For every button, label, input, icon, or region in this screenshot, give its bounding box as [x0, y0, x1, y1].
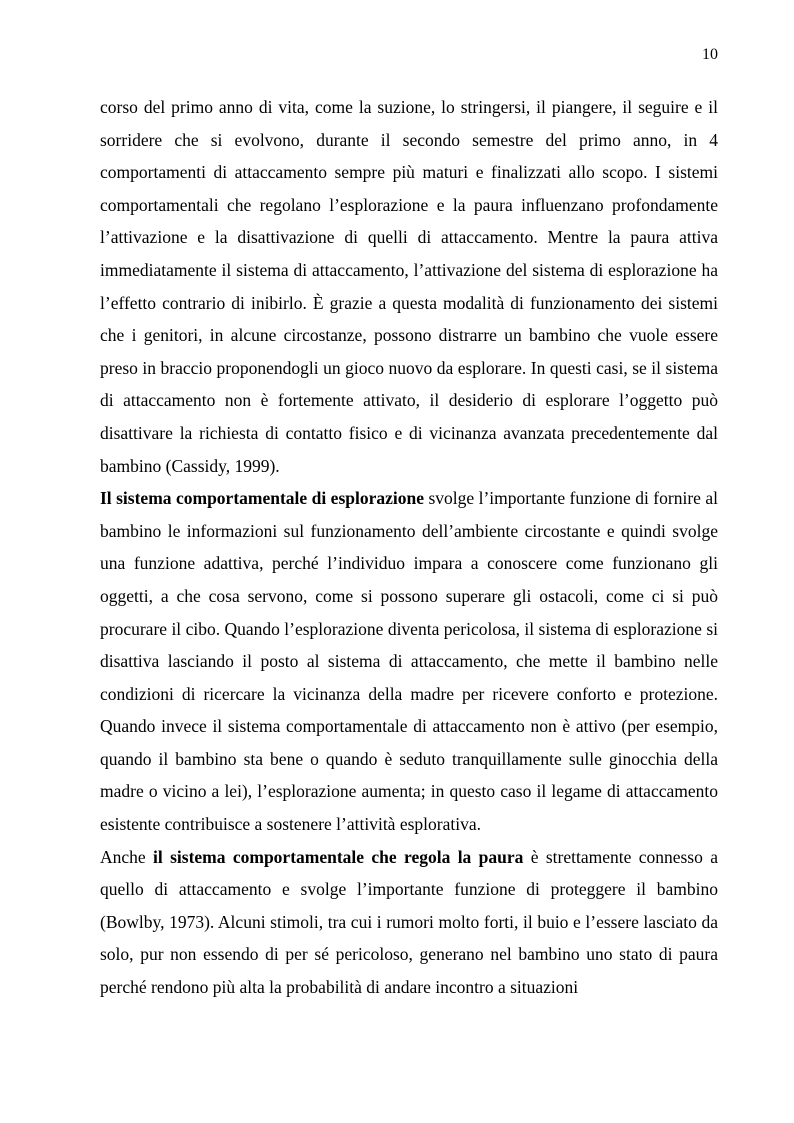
- paragraph-1-text: corso del primo anno di vita, come la suzione, lo stringersi, il piangere, il seguire e il sorridere che si evolvono, durante il secondo semestre del primo anno, in 4 comportamenti di attaccamento sempre più maturi e finalizzati allo scopo. I sistemi comportamentali che regolano l’esplorazione e la paura influenzano profondamente l’attivazione e la disattivazione di quelli di attaccamento. Mentre la paura attiva immediatamente il sistema di attaccamento, l’attivazione del sistema di esplorazione ha l’effetto contrario di inibirlo. È grazie a questa modalità di funzionamento dei sistemi che i genitori, in alcune circostanze, possono distrarre un bambino che vuole essere preso in braccio proponendogli un gioco nuovo da esplorare. In questi casi, se il sistema di attaccamento non è fortemente attivato, il desiderio di esplorare l’oggetto può disattivare la richiesta di contatto fisico e di vicinanza avanzata precedentemente dal bambino (Cassidy, 1999).: [100, 97, 718, 476]
- paragraph-continued: [100, 91, 718, 482]
- paragraph-exploration-system: [100, 482, 718, 841]
- paragraph-3-lead: Anche: [100, 846, 154, 867]
- page-number: 10: [702, 46, 718, 63]
- paragraph-2-text: svolge l’importante funzione di fornire al bambino le informazioni sul funzionamento dell’ambiente circostante e quindi svolge una funzione adattiva, perché l’individuo impara a conoscere come funzionano gli oggetti, a che cosa servono, come si possono superare gli ostacoli, come ci si può procurare il cibo. Quando l’esplorazione diventa pericolosa, il sistema di esplorazione si disattiva lasciando il posto al sistema di attaccamento, che mette il bambino nelle condizioni di ricercare la vicinanza della madre per ricevere conforto e protezione. Quando invece il sistema comportamentale di attaccamento non è attivo (per esempio, quando il bambino sta bene o quando è seduto tranquillamente sulle ginocchia della madre o vicino a lei), l’esplorazione aumenta; in questo caso il legame di attaccamento esistente contribuisce a sostenere l’attività esplorativa.: [100, 488, 718, 835]
- paragraph-3-text: è strettamente connesso a quello di attaccamento e svolge l’importante funzione di proteggere il bambino (Bowlby, 1973). Alcuni stimoli, tra cui i rumori molto forti, il buio e l’essere lasciato da solo, pur non essendo di per sé pericoloso, generano nel bambino uno stato di paura perché rendono più alta la probabilità di andare incontro a situazioni: [100, 846, 718, 998]
- page-body: [100, 91, 718, 1004]
- paragraph-fear-system: [100, 841, 718, 1004]
- paragraph-2-heading-bold: Il sistema comportamentale di esplorazione: [100, 488, 425, 509]
- paragraph-3-heading-bold: il sistema comportamentale che regola la paura: [153, 846, 524, 867]
